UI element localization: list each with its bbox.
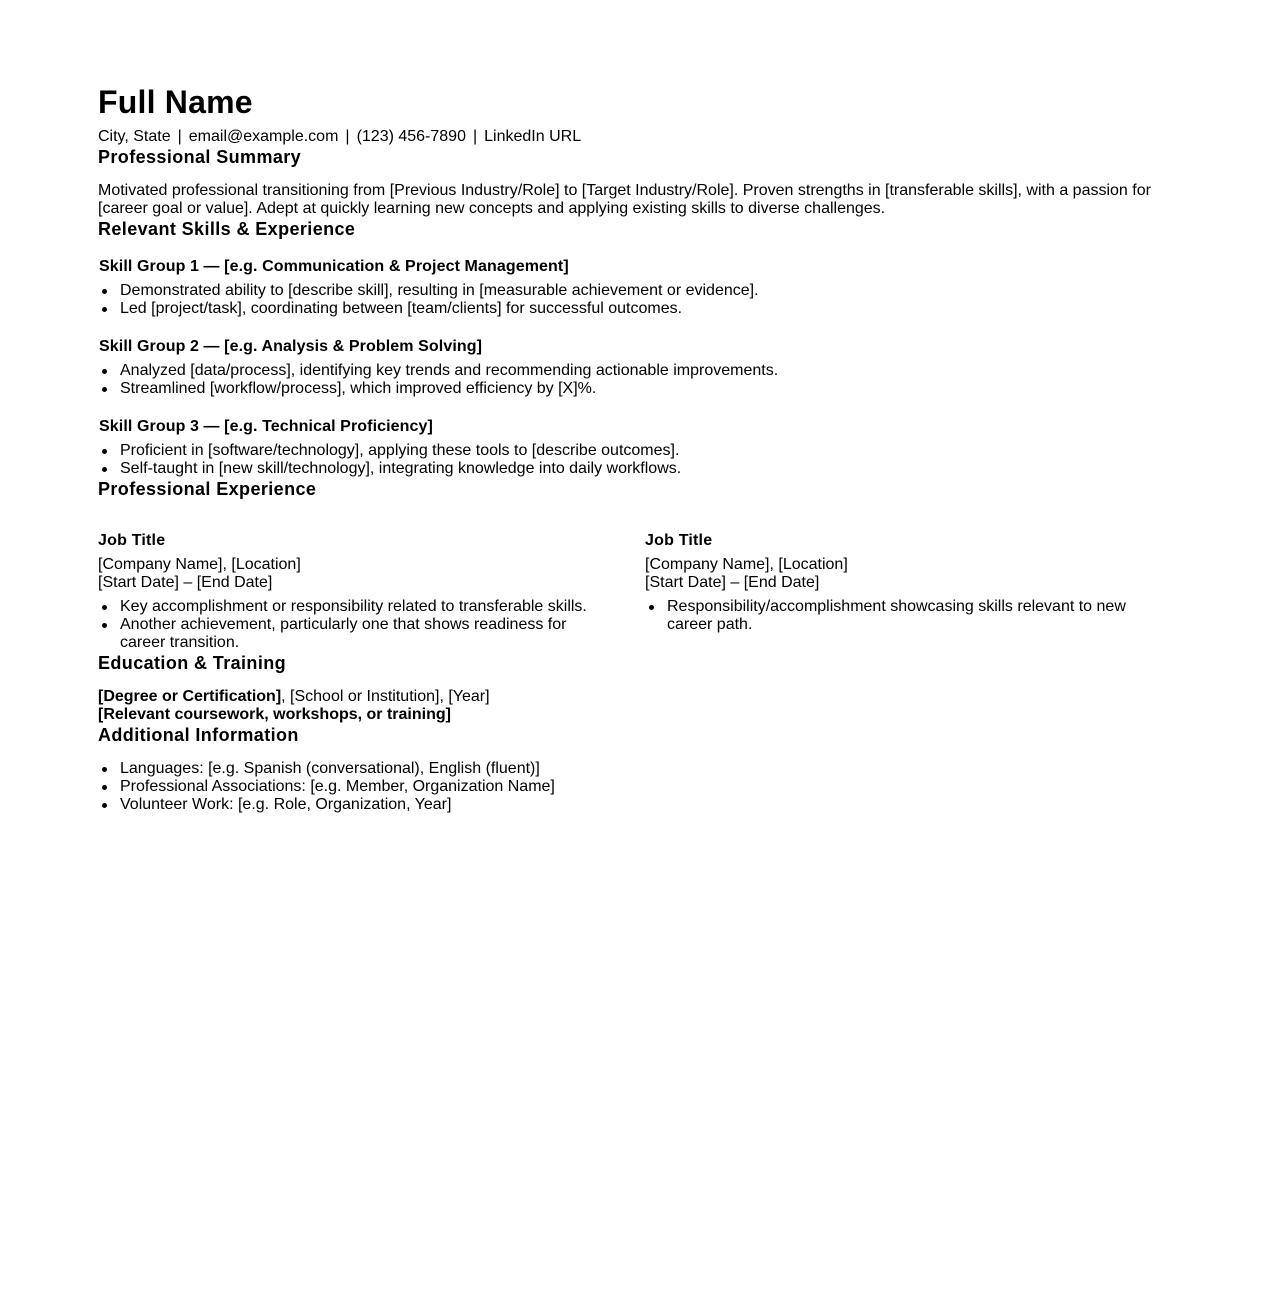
bullet-icon (102, 307, 107, 312)
list-item (120, 460, 1160, 478)
summary-text: Motivated professional transitioning from [Previous Industry/Role] to [Target Industry/Role]. Proven strengths in [transferable skills], with a passion for [career goal or value]. Adept at quickly learning new concepts and applying existing skills to diverse challenges. (98, 182, 1151, 217)
skill-list (98, 282, 1160, 318)
list-item-text: Proficient in [software/technology], applying these tools to [describe outcomes]. (120, 442, 680, 459)
contact-line (98, 128, 1160, 146)
bullet-icon (102, 605, 107, 610)
list-item-text: Responsibility/accomplishment showcasing skills relevant to new career path. (667, 598, 1126, 633)
list-item (120, 362, 1160, 380)
section-title-additional: Additional Information (98, 725, 299, 745)
job-dates: [Start Date] – [End Date] (98, 574, 273, 591)
education-school: , [School or Institution], [Year] (281, 688, 490, 705)
skill-group (98, 338, 1160, 398)
job-dates: [Start Date] – [End Date] (645, 574, 820, 591)
skill-group (98, 258, 1160, 318)
list-item (120, 778, 1160, 796)
job-bullets (98, 598, 613, 652)
list-item-text: Led [project/task], coordinating between [team/clients] for successful outcomes. (120, 300, 683, 317)
list-item (120, 442, 1160, 460)
bullet-icon (102, 289, 107, 294)
skill-list (98, 442, 1160, 478)
list-item-text: Key accomplishment or responsibility related to transferable skills. (120, 598, 587, 615)
list-item (120, 760, 1160, 778)
job-entry (645, 532, 1160, 652)
list-item-text: Professional Associations: [e.g. Member, Organization Name] (120, 778, 555, 795)
skill-group-title: Skill Group 2 — [e.g. Analysis & Problem Solving] (99, 338, 483, 355)
skill-group (98, 418, 1160, 478)
list-item (120, 598, 613, 616)
skill-group-title: Skill Group 1 — [e.g. Communication & Project Management] (99, 258, 569, 275)
education-line (98, 688, 1160, 706)
contact-location: City, State (98, 128, 171, 145)
bullet-icon (102, 623, 107, 628)
list-item (120, 282, 1160, 300)
education-entry (98, 688, 1160, 724)
list-item-text: Volunteer Work: [e.g. Role, Organization, Year] (120, 796, 452, 813)
section-title-education: Education & Training (98, 653, 287, 673)
section-title-experience: Professional Experience (98, 479, 317, 499)
list-item-text: Demonstrated ability to [describe skill], resulting in [measurable achievement or evidence]. (120, 282, 759, 299)
contact-email: email@example.com (188, 128, 339, 145)
list-item (120, 796, 1160, 814)
education-coursework: [Relevant coursework, workshops, or training] (98, 706, 451, 723)
resume-content (98, 82, 1160, 814)
job-title: Job Title (98, 532, 166, 549)
additional-list (98, 760, 1160, 814)
contact-separator: | (177, 128, 182, 145)
list-item (120, 300, 1160, 318)
section-title-summary: Professional Summary (98, 147, 302, 167)
list-item (120, 380, 1160, 398)
list-item-text: Streamlined [workflow/process], which improved efficiency by [X]%. (120, 380, 597, 397)
skill-group-title: Skill Group 3 — [e.g. Technical Proficiency] (99, 418, 433, 435)
bullet-icon (102, 387, 107, 392)
full-name: Full Name (98, 84, 253, 120)
job-entry (98, 532, 613, 652)
list-item-text: Analyzed [data/process], identifying key trends and recommending actionable improvements. (120, 362, 779, 379)
job-title: Job Title (645, 532, 713, 549)
bullet-icon (102, 767, 107, 772)
list-item-text: Self-taught in [new skill/technology], integrating knowledge into daily workflows. (120, 460, 682, 477)
bullet-icon (102, 785, 107, 790)
job-company: [Company Name], [Location] (98, 556, 301, 573)
job-bullets (645, 598, 1160, 634)
bullet-icon (102, 803, 107, 808)
contact-separator: | (472, 128, 478, 145)
bullet-icon (102, 369, 107, 374)
list-item-text: Another achievement, particularly one that shows readiness for career transition. (120, 616, 567, 651)
bullet-icon (102, 467, 107, 472)
contact-phone: (123) 456-7890 (356, 128, 466, 145)
contact-separator: | (345, 128, 350, 145)
list-item (667, 598, 1160, 634)
job-company: [Company Name], [Location] (645, 556, 848, 573)
list-item (120, 616, 613, 652)
skill-list (98, 362, 1160, 398)
education-degree: [Degree or Certification] (98, 688, 282, 705)
bullet-icon (649, 605, 654, 610)
job-columns (98, 532, 1160, 652)
list-item-text: Languages: [e.g. Spanish (conversational), English (fluent)] (120, 760, 540, 777)
contact-linkedin: LinkedIn URL (484, 128, 582, 145)
section-title-skills: Relevant Skills & Experience (98, 219, 356, 239)
bullet-icon (102, 449, 107, 454)
